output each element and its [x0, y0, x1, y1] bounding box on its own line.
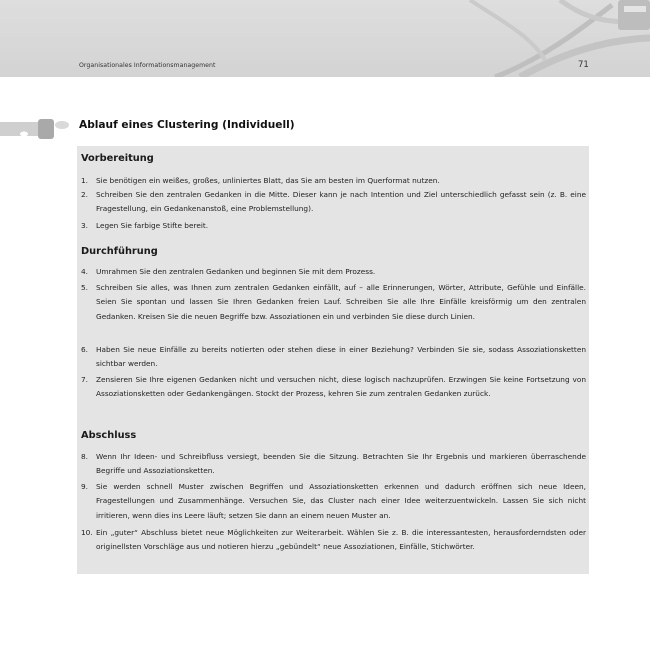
- item-text: Schreiben Sie alles, was Ihnen zum zentralen Gedanken einfällt, auf – alle Erinnerungen, Wörter, Attribute, Gefühle und Einfälle. Seien Sie spontan und lassen Sie Ihren Gedanken freien Lauf. Schreiben Sie alle Ihre Einfälle kreisförmig um den zentralen Gedanken. Kreisen Sie die neuen Begriffe bzw. Assoziationen ein und verbinden Sie diese durch Linien.: [96, 283, 586, 321]
- margin-marker-graphic: [0, 118, 74, 140]
- box-title: Ablauf eines Clustering (Individuell): [79, 119, 295, 131]
- page-number: 71: [578, 60, 589, 70]
- item-text: Zensieren Sie Ihre eigenen Gedanken nicht und versuchen nicht, diese logisch nachzuprüfen. Erzwingen Sie keine Fortsetzung von Assoziationsketten oder Gedankengängen. Stockt der Prozess, kehren Sie zum zentralen Gedanken zurück.: [96, 375, 586, 399]
- item-text: Ein „guter“ Abschluss bietet neue Möglichkeiten zur Weiterarbeit. Wählen Sie z. B. die interessantesten, herausforderndsten oder originellsten Vorschläge aus und notieren hierzu „gebündelt“ neue Assoziationen, Einfälle, Stichwörter.: [96, 528, 586, 552]
- item-number: 5.: [81, 283, 89, 292]
- list-item: [81, 480, 586, 523]
- item-text: Wenn Ihr Ideen- und Schreibfluss versiegt, beenden Sie die Sitzung. Betrachten Sie Ihr Ergebnis und markieren überraschende Begriffe und Assoziationsketten.: [96, 452, 586, 476]
- list-item: [81, 188, 586, 217]
- page-header-band: [0, 0, 650, 77]
- item-number: 2.: [81, 190, 89, 199]
- section-heading-conclusion: Abschluss: [81, 430, 137, 441]
- section-heading-execution: Durchführung: [81, 246, 158, 257]
- item-text: Haben Sie neue Einfälle zu bereits notierten oder stehen diese in einer Beziehung? Verbinden Sie sie, sodass Assoziationsketten sichtbar werden.: [96, 345, 586, 369]
- item-number: 3.: [81, 221, 89, 230]
- list-item: [81, 343, 586, 372]
- item-number: 4.: [81, 267, 89, 276]
- item-text: Legen Sie farbige Stifte bereit.: [96, 221, 209, 230]
- list-item: [81, 526, 586, 555]
- running-title: Organisationales Informationsmanagement: [79, 62, 216, 69]
- list-item: [81, 219, 586, 233]
- item-text: Sie werden schnell Muster zwischen Begriffen und Assoziationsketten erkennen und dadurch eröffnen sich neue Ideen, Fragestellungen und Zusammenhänge. Versuchen Sie, das Cluster nach einer Idee weiterzuentwickeln. Lassen Sie sich nicht irritieren, wenn dies ins Leere läuft; setzen Sie dann an einem neuen Muster an.: [96, 482, 586, 520]
- section-heading-preparation: Vorbereitung: [81, 153, 154, 164]
- item-number: 8.: [81, 452, 89, 461]
- item-text: Sie benötigen ein weißes, großes, unliniertes Blatt, das Sie am besten im Querformat nutzen.: [96, 176, 440, 185]
- list-item: [81, 373, 586, 402]
- item-number: 10.: [81, 528, 93, 537]
- list-item: [81, 450, 586, 479]
- item-number: 7.: [81, 375, 89, 384]
- item-number: 6.: [81, 345, 89, 354]
- item-text: Umrahmen Sie den zentralen Gedanken und beginnen Sie mit dem Prozess.: [96, 267, 376, 276]
- list-item: [81, 174, 586, 188]
- list-item: [81, 281, 586, 324]
- item-number: 9.: [81, 482, 89, 491]
- item-text: Schreiben Sie den zentralen Gedanken in die Mitte. Dieser kann je nach Intention und Ziel unterschiedlich gefasst sein (z. B. eine Fragestellung, ein Gedankenanstoß, eine Problemstellung).: [96, 190, 586, 214]
- list-item: [81, 265, 586, 279]
- item-number: 1.: [81, 176, 89, 185]
